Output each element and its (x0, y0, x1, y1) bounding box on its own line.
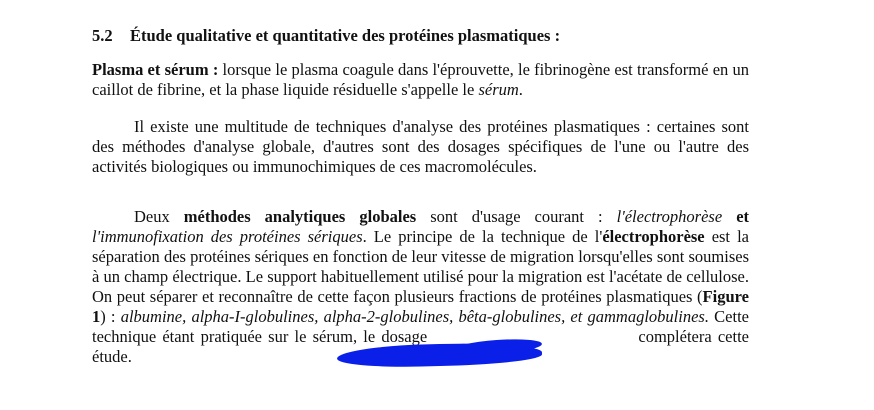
paragraph-text: lorsque le plasma coagule dans l'éprouvette, le fibrinogène est transformé en un caillot de fibrine, et la phase liquide résiduelle s'appelle le (92, 60, 749, 99)
bold-run: et (736, 207, 750, 226)
paragraph-techniques: Il existe une multitude de techniques d'analyse des protéines plasmatiques : certaines sont des méthodes d'analyse globale, d'autres sont des dosages spécifiques de l'une ou l'autre des activités biologiques ou immunochimiques de ces macromolécules. (92, 117, 749, 176)
text-run: ) : (100, 307, 121, 326)
text-run (722, 207, 736, 226)
bold-run: méthodes analytiques globales (183, 207, 417, 226)
term-serum: sérum (478, 80, 519, 99)
paragraph-end: . (518, 80, 523, 99)
paragraph-methods (92, 207, 749, 367)
figure-reference: Figure 1 (92, 287, 749, 326)
section-heading (92, 26, 749, 46)
italic-run: l'électrophorèse (616, 207, 723, 226)
text-run: Cette technique étant pratiquée sur le sérum, le dosage (92, 307, 749, 346)
paragraph-plasma-serum (92, 60, 749, 100)
italic-run: l'immunofixation des protéines sériques (92, 227, 363, 246)
bold-run: électrophorèse (602, 227, 705, 246)
paragraph-lead: Plasma et sérum : (92, 60, 219, 79)
section-number: 5.2 (92, 26, 113, 45)
text-run: est la séparation des protéines sériques en fonction de leur vitesse de migration lorsqu'elles sont soumises à un champ électrique. Le support habituellement utilisé pour la migration est l'acétate de cellulose. On peut séparer et reconnaître de cette façon plusieurs fractions de protéines plasmatiques ( (92, 227, 749, 306)
text-run: sont d'usage courant : (416, 207, 617, 226)
text-run: complétera cette étude. (92, 327, 749, 366)
section-title: Étude qualitative et quantitative des protéines plasmatiques : (130, 26, 561, 45)
text-run: Deux (134, 207, 184, 226)
document-page (92, 26, 749, 367)
protein-fractions-list: albumine, alpha-I-globulines, alpha-2-globulines, bêta-globulines, et gammaglobulines. (120, 307, 709, 326)
text-run: . Le principe de la technique de l' (362, 227, 603, 246)
